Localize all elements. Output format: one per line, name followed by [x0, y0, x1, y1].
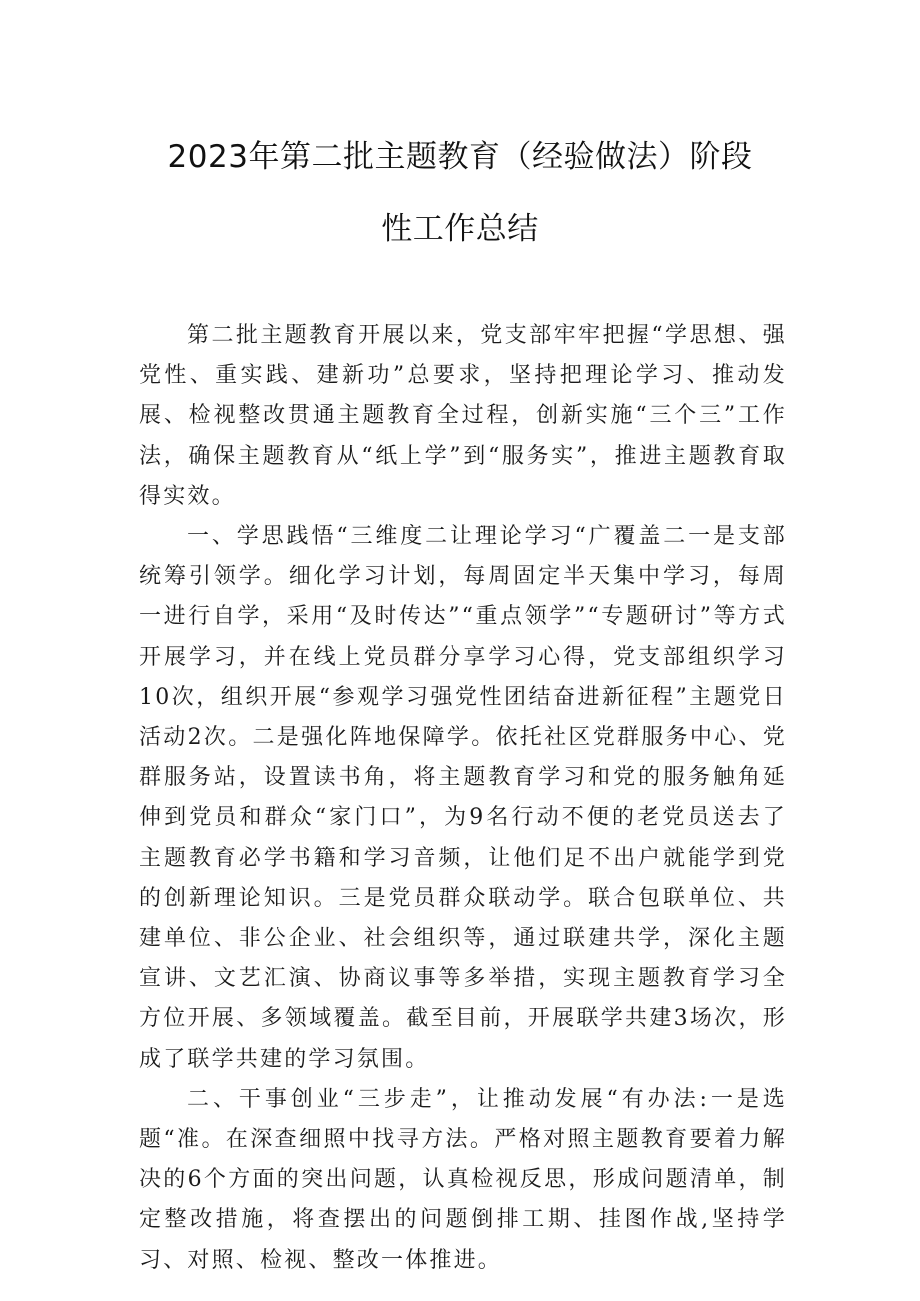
document-body — [139, 316, 787, 1281]
paragraph-intro: 第二批主题教育开展以来，党支部牢牢把握“学思想、强党性、重实践、建新功”总要求，坚持把理论学习、推动发展、检视整改贯通主题教育全过程，创新实施“三个三”工作法，确保主题教育从“纸上学”到“服务实”，推进主题教育取得实效。 — [139, 323, 787, 509]
document-title-line-2: 性工作总结 — [381, 211, 539, 247]
paragraph-section-1: 一、学思践悟“三维度二让理论学习“广覆盖二一是支部统筹引领学。细化学习计划，每周固定半天集中学习，每周一进行自学，采用“及时传达”“重点领学”“专题研讨”等方式开展学习，并在线上党员群分享学习心得，党支部组织学习10次，组织开展“参观学习强党性团结奋进新征程”主题党日活动2次。二是强化阵地保障学。依托社区党群服务中心、党群服务站，设置读书角，将主题教育学习和党的服务触角延伸到党员和群众“家门口”，为9名行动不便的老党员送去了主题教育必学书籍和学习音频，让他们足不出户就能学到党的创新理论知识。三是党员群众联动学。联合包联单位、共建单位、非公企业、社会组织等，通过联建共学，深化主题宣讲、文艺汇演、协商议事等多举措，实现主题教育学习全方位开展、多领域覆盖。截至目前，开展联学共建3场次，形成了联学共建的学习氛围。 — [139, 524, 787, 1072]
paragraph-section-2: 二、干事创业“三步走”，让推动发展“有办法:一是选题“准。在深查细照中找寻方法。严格对照主题教育要着力解决的6个方面的突出问题，认真检视反思，形成问题清单，制定整改措施，将查摆出的问题倒排工期、挂图作战,坚持学习、对照、检视、整改一体推进。 — [139, 1086, 787, 1273]
document-title-line-1: 2023年第二批主题教育（经验做法）阶段 — [167, 139, 753, 175]
